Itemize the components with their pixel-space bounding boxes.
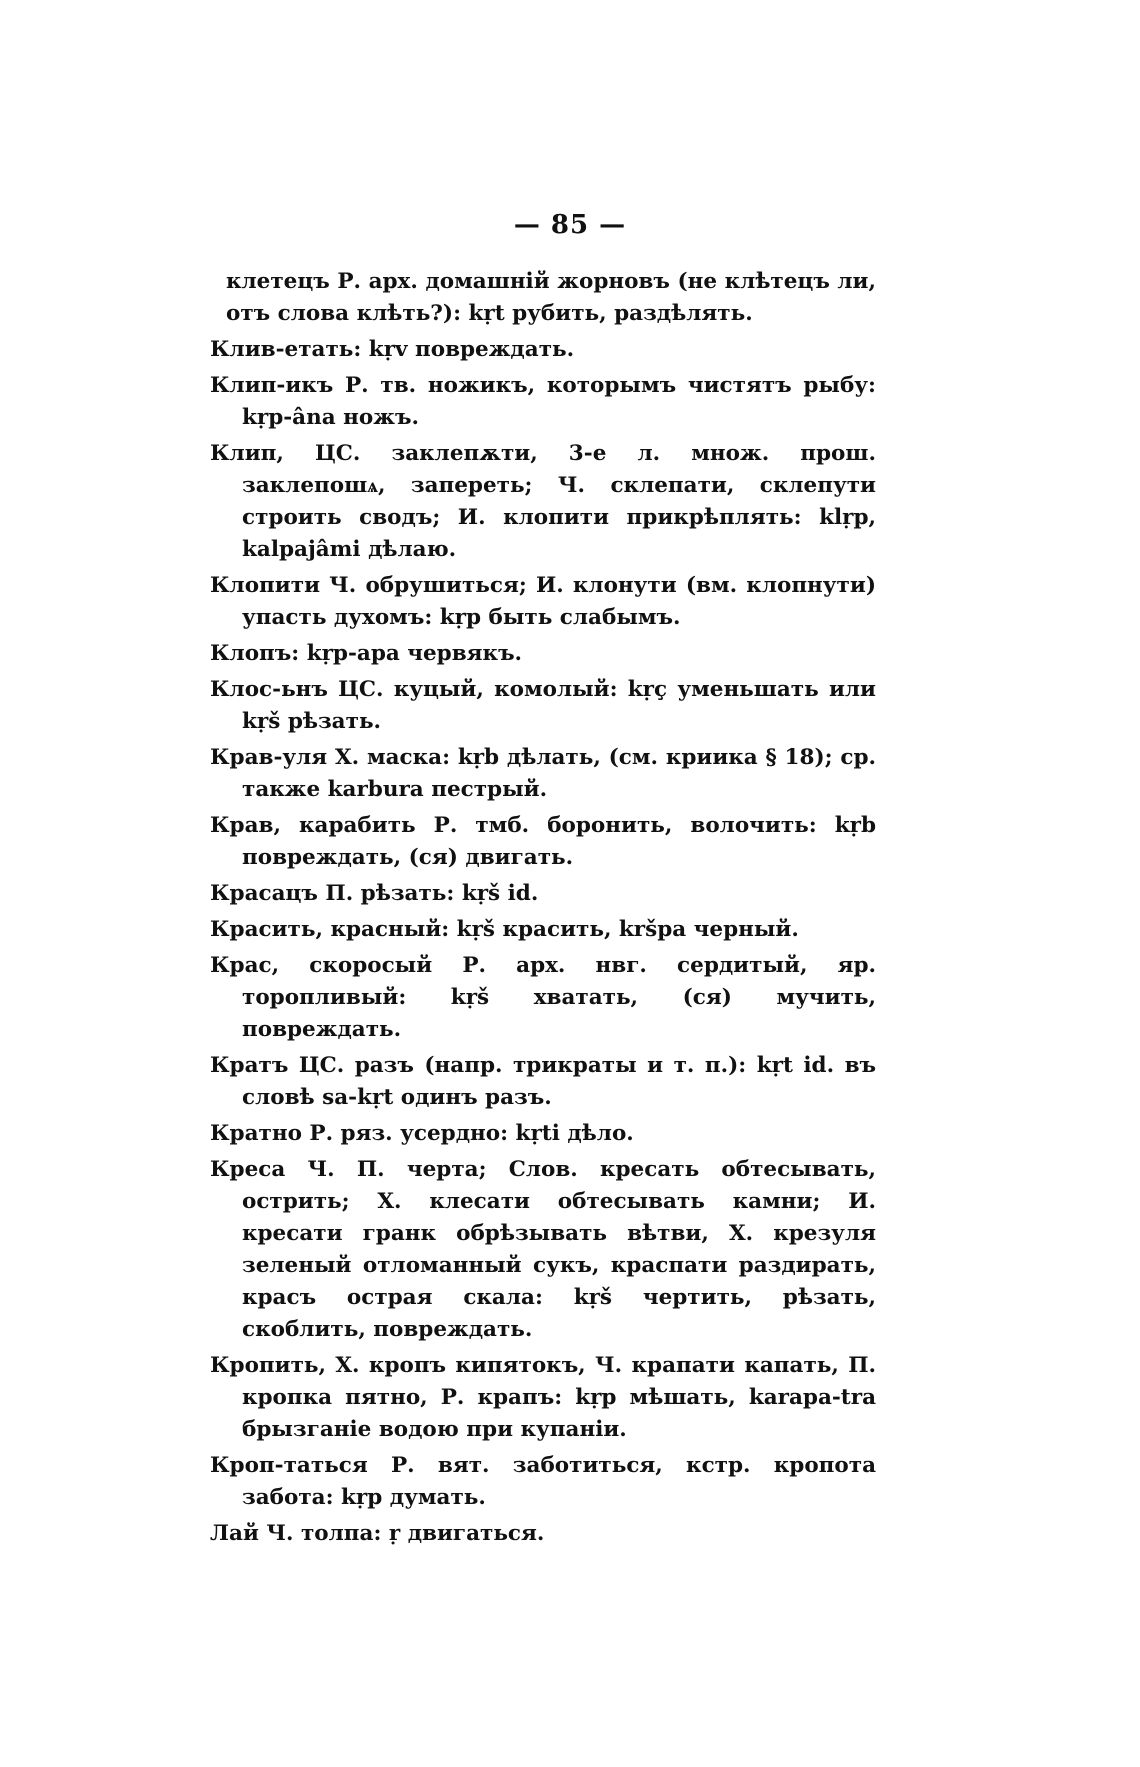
- entry-kresa: Креса Ч. П. черта; Слов. кресать обтесывать, острить; Х. клесати обтесывать камни; И. кресати гранк обрѣзывать вѣтви, Х. крезуля зеленый отломанный сукъ, краспати раздирать, красъ острая скала: kṛš чертить, рѣзать, скоблить, повреждать.: [210, 1157, 876, 1342]
- entry-krasit: Красить, красный: kṛš красить, kršpa черный.: [210, 917, 799, 942]
- dictionary-entries: [210, 266, 876, 1554]
- entry-klip: Клип, ЦС. заклепѫти, 3-е л. множ. прош. заклепошѧ, запереть; Ч. склепати, склепути строить сводъ; И. клопити прикрѣплять: klṛp, kalpajâmi дѣлаю.: [210, 441, 876, 562]
- entry-klip-ik: Клип-икъ Р. тв. ножикъ, которымъ чистятъ рыбу: kṛp-âna ножъ.: [210, 373, 876, 430]
- page-number: — 85 —: [513, 210, 627, 240]
- entry-kletets: клетецъ Р. арх. домашній жорновъ (не клѣтецъ ли, отъ слова клѣть?): kṛt рубить, раздѣлять.: [226, 269, 876, 326]
- entry-klos-n: Клос-ьнъ ЦС. куцый, комолый: kṛç уменьшать или kṛš рѣзать.: [210, 677, 876, 734]
- entry-krop-tatsya: Кроп-таться Р. вят. заботиться, кстр. кропота забота: kṛp думать.: [210, 1453, 876, 1510]
- entry-lay: Лай Ч. толпа: ṛ двигаться.: [210, 1521, 545, 1546]
- entry-kras: Крас, скоросый Р. арх. нвг. сердитый, яр. торопливый: kṛš хватать, (ся) мучить, повреждать.: [210, 953, 876, 1042]
- entry-klopiti: Клопити Ч. обрушиться; И. клонути (вм. клопнути) упасть духомъ: kṛp быть слабымъ.: [210, 573, 876, 630]
- entry-kratno: Кратно Р. ряз. усердно: kṛti дѣло.: [210, 1121, 634, 1146]
- entry-krat: Кратъ ЦС. разъ (напр. трикраты и т. п.): kṛt id. въ словѣ sa-kṛt одинъ разъ.: [210, 1053, 876, 1110]
- entry-krasats: Красацъ П. рѣзать: kṛš id.: [210, 881, 539, 906]
- entry-kliv-etat: Клив-етать: kṛv повреждать.: [210, 337, 575, 362]
- entry-krav: Крав, карабить Р. тмб. боронить, волочить: kṛb повреждать, (ся) двигать.: [210, 813, 876, 870]
- entry-klop: Клопъ: kṛp-apa червякъ.: [210, 641, 523, 666]
- entry-krav-ulya: Крав-уля Х. маска: kṛb дѣлать, (см. криика § 18); ср. также karbura пестрый.: [210, 745, 876, 802]
- entry-kropit: Кропить, Х. кропъ кипятокъ, Ч. крапати капать, П. кропка пятно, Р. крапъ: kṛp мѣшать, karapa-tra брызганіе водою при купаніи.: [210, 1353, 876, 1442]
